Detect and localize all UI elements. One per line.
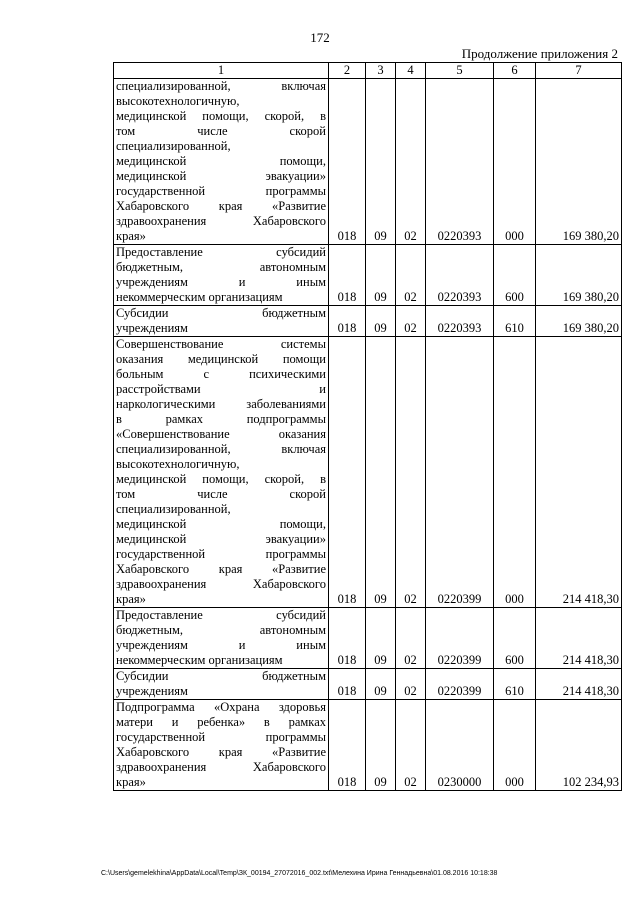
description-line: специализированной, включая bbox=[116, 442, 326, 456]
description-line: матери и ребенка» в рамках bbox=[116, 715, 326, 729]
target-article-code: 0220393 bbox=[426, 306, 494, 337]
description-line: Предоставление субсидий bbox=[116, 608, 326, 622]
subsection-code: 02 bbox=[396, 669, 426, 700]
table-row bbox=[114, 337, 622, 608]
page-number: 172 bbox=[310, 30, 330, 45]
header-col-5: 5 bbox=[426, 63, 494, 79]
description-line: высокотехнологичную, bbox=[116, 94, 240, 108]
budget-table bbox=[113, 62, 622, 791]
subsection-code: 02 bbox=[396, 337, 426, 608]
section-code: 09 bbox=[366, 245, 396, 306]
description-line: медицинской эвакуации» bbox=[116, 169, 326, 183]
section-code: 09 bbox=[366, 79, 396, 245]
table-row bbox=[114, 306, 622, 337]
description-line: расстройствами и bbox=[116, 382, 326, 396]
expense-type-code: 600 bbox=[494, 608, 536, 669]
description-line: некоммерческим организациям bbox=[116, 290, 283, 304]
expense-type-code: 610 bbox=[494, 669, 536, 700]
description-line: Хабаровского края «Развитие bbox=[116, 745, 326, 759]
table-body bbox=[114, 79, 622, 791]
expense-type-code: 000 bbox=[494, 700, 536, 791]
gr-code: 018 bbox=[329, 306, 366, 337]
description-line: в рамках подпрограммы bbox=[116, 412, 326, 426]
amount: 169 380,20 bbox=[536, 306, 622, 337]
subsection-code: 02 bbox=[396, 306, 426, 337]
description-line: края» bbox=[116, 775, 146, 789]
description-line: специализированной, bbox=[116, 502, 231, 516]
header-row bbox=[114, 63, 622, 79]
description-line: учреждениям bbox=[116, 684, 188, 698]
header-col-4: 4 bbox=[396, 63, 426, 79]
amount: 214 418,30 bbox=[536, 337, 622, 608]
amount: 169 380,20 bbox=[536, 245, 622, 306]
row-description bbox=[114, 700, 329, 791]
header-col-2: 2 bbox=[329, 63, 366, 79]
header-col-3: 3 bbox=[366, 63, 396, 79]
description-line: Предоставление субсидий bbox=[116, 245, 326, 259]
target-article-code: 0220393 bbox=[426, 245, 494, 306]
description-line: том числе скорой bbox=[116, 124, 326, 138]
table-row bbox=[114, 669, 622, 700]
table-row bbox=[114, 79, 622, 245]
description-line: государственной программы bbox=[116, 730, 326, 744]
header-col-7: 7 bbox=[536, 63, 622, 79]
description-line: учреждениям bbox=[116, 321, 188, 335]
amount: 102 234,93 bbox=[536, 700, 622, 791]
description-line: бюджетным, автономным bbox=[116, 623, 326, 637]
continuation-label: Продолжение приложения 2 bbox=[461, 46, 618, 61]
target-article-code: 0220393 bbox=[426, 79, 494, 245]
description-line: здравоохранения Хабаровского bbox=[116, 577, 326, 591]
description-line: здравоохранения Хабаровского bbox=[116, 214, 326, 228]
section-code: 09 bbox=[366, 700, 396, 791]
description-line: государственной программы bbox=[116, 547, 326, 561]
section-code: 09 bbox=[366, 306, 396, 337]
description-line: «Совершенствование оказания bbox=[116, 427, 326, 441]
description-line: Субсидии бюджетным bbox=[116, 306, 326, 320]
subsection-code: 02 bbox=[396, 79, 426, 245]
description-line: края» bbox=[116, 592, 146, 606]
target-article-code: 0230000 bbox=[426, 700, 494, 791]
subsection-code: 02 bbox=[396, 245, 426, 306]
table-row bbox=[114, 608, 622, 669]
footer-path: C:\Users\gemelekhina\AppData\Local\Temp\ЗК_00194_27072016_002.txt\Мелехина Ирина Геннадьевна\01.08.2016 10:18:38 bbox=[101, 870, 498, 877]
description-line: оказания медицинской помощи bbox=[116, 352, 326, 366]
expense-type-code: 000 bbox=[494, 79, 536, 245]
amount: 214 418,30 bbox=[536, 669, 622, 700]
gr-code: 018 bbox=[329, 79, 366, 245]
header-col-6: 6 bbox=[494, 63, 536, 79]
section-code: 09 bbox=[366, 337, 396, 608]
section-code: 09 bbox=[366, 608, 396, 669]
expense-type-code: 600 bbox=[494, 245, 536, 306]
description-line: здравоохранения Хабаровского bbox=[116, 760, 326, 774]
description-line: Совершенствование системы bbox=[116, 337, 326, 351]
description-line: высокотехнологичную, bbox=[116, 457, 240, 471]
header-col-1: 1 bbox=[114, 63, 329, 79]
gr-code: 018 bbox=[329, 608, 366, 669]
description-line: некоммерческим организациям bbox=[116, 653, 283, 667]
description-line: края» bbox=[116, 229, 146, 243]
description-line: государственной программы bbox=[116, 184, 326, 198]
gr-code: 018 bbox=[329, 337, 366, 608]
description-line: бюджетным, автономным bbox=[116, 260, 326, 274]
amount: 169 380,20 bbox=[536, 79, 622, 245]
description-line: Подпрограмма «Охрана здоровья bbox=[116, 700, 326, 714]
expense-type-code: 000 bbox=[494, 337, 536, 608]
target-article-code: 0220399 bbox=[426, 337, 494, 608]
gr-code: 018 bbox=[329, 669, 366, 700]
row-description bbox=[114, 79, 329, 245]
target-article-code: 0220399 bbox=[426, 669, 494, 700]
description-line: специализированной, включая bbox=[116, 79, 326, 93]
row-description bbox=[114, 245, 329, 306]
row-description bbox=[114, 337, 329, 608]
row-description bbox=[114, 669, 329, 700]
expense-type-code: 610 bbox=[494, 306, 536, 337]
description-line: специализированной, bbox=[116, 139, 231, 153]
gr-code: 018 bbox=[329, 245, 366, 306]
description-line: Хабаровского края «Развитие bbox=[116, 199, 326, 213]
row-description bbox=[114, 306, 329, 337]
description-line: больным с психическими bbox=[116, 367, 326, 381]
description-line: медицинской помощи, bbox=[116, 517, 326, 531]
section-code: 09 bbox=[366, 669, 396, 700]
description-line: медицинской помощи, bbox=[116, 154, 326, 168]
row-description bbox=[114, 608, 329, 669]
subsection-code: 02 bbox=[396, 700, 426, 791]
description-line: учреждениям и иным bbox=[116, 638, 326, 652]
description-line: медицинской помощи, скорой, в bbox=[116, 472, 326, 486]
description-line: Субсидии бюджетным bbox=[116, 669, 326, 683]
description-line: учреждениям и иным bbox=[116, 275, 326, 289]
table-header bbox=[114, 63, 622, 79]
description-line: наркологическими заболеваниями bbox=[116, 397, 326, 411]
description-line: Хабаровского края «Развитие bbox=[116, 562, 326, 576]
target-article-code: 0220399 bbox=[426, 608, 494, 669]
table-row bbox=[114, 700, 622, 791]
table-row bbox=[114, 245, 622, 306]
description-line: медицинской помощи, скорой, в bbox=[116, 109, 326, 123]
description-line: медицинской эвакуации» bbox=[116, 532, 326, 546]
subsection-code: 02 bbox=[396, 608, 426, 669]
gr-code: 018 bbox=[329, 700, 366, 791]
amount: 214 418,30 bbox=[536, 608, 622, 669]
description-line: том числе скорой bbox=[116, 487, 326, 501]
